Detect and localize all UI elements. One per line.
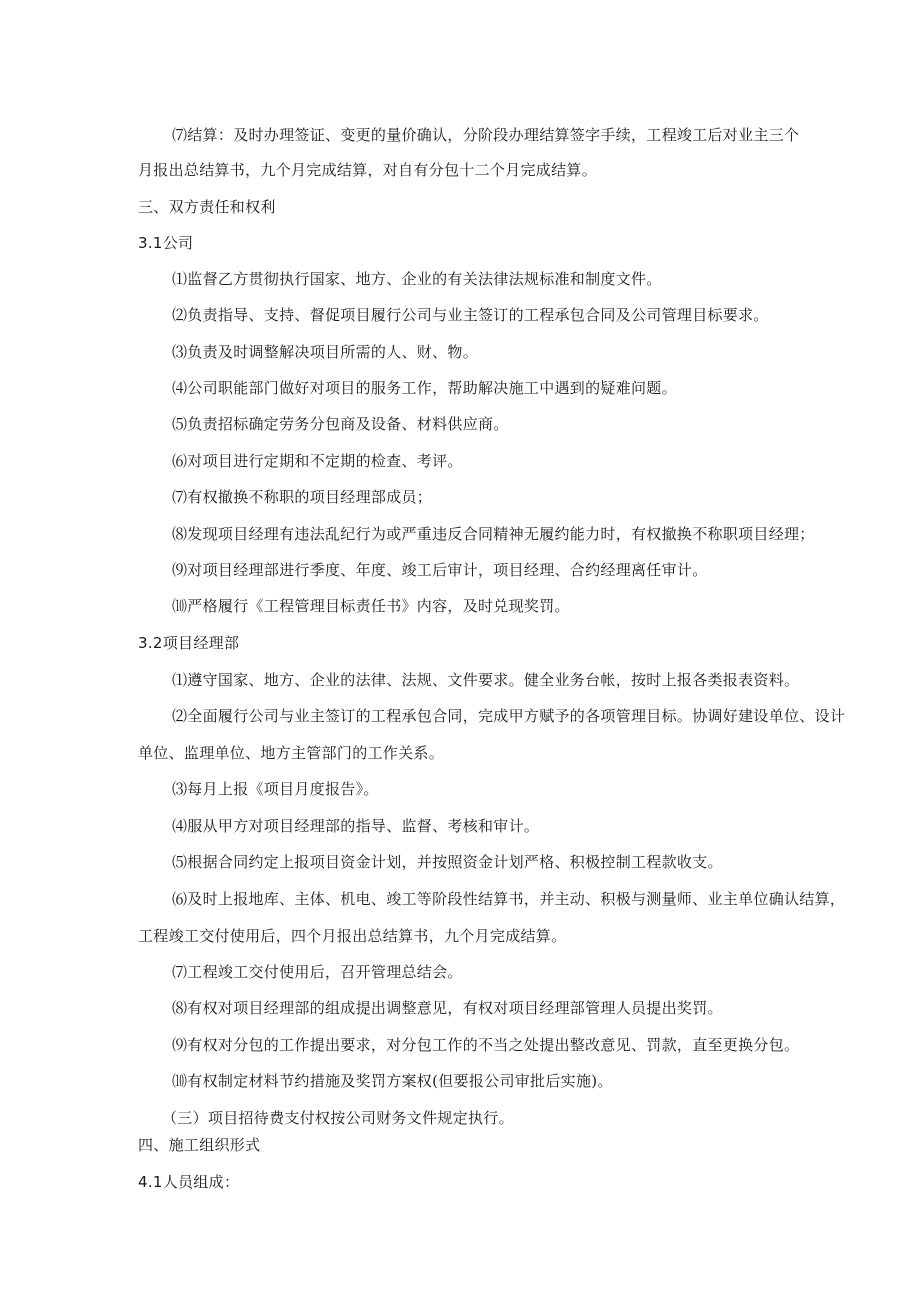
list-item: ⑴监督乙方贯彻执行国家、地方、企业的有关法律法规标准和制度文件。 [172,270,662,288]
list-item: ⑼有权对分包的工作提出要求，对分包工作的不当之处提出整改意见、罚款，直至更换分包。 [172,1036,800,1054]
subsection-heading-personnel: 4.1人员组成： [138,1173,240,1191]
list-item-continuation: 单位、监理单位、地方主管部门的工作关系。 [138,744,445,762]
list-item: ⑼对项目经理部进行季度、年度、竣工后审计，项目经理、合约经理离任审计。 [172,561,708,579]
list-item: ⑻有权对项目经理部的组成提出调整意见，有权对项目经理部管理人员提出奖罚。 [172,999,723,1017]
list-item: ⑸负责招标确定劳务分包商及设备、材料供应商。 [172,415,509,433]
list-item: ⑷服从甲方对项目经理部的指导、监督、考核和审计。 [172,817,540,835]
section-heading-responsibilities: 三、双方责任和权利 [138,198,276,216]
list-item: ⑹及时上报地库、主体、机电、竣工等阶段性结算书，并主动、积极与测量师、业主单位确认结算， [172,890,846,908]
list-item: ⑽有权制定材料节约措施及奖罚方案权(但要报公司审批后实施)。 [172,1072,613,1090]
list-item: ⑵负责指导、支持、督促项目履行公司与业主签订的工程承包合同及公司管理目标要求。 [172,306,769,324]
section-heading-organization: 四、施工组织形式 [138,1136,261,1154]
list-item: ⑸根据合同约定上报项目资金计划，并按照资金计划严格、积极控制工程款收支。 [172,853,723,871]
list-item: ⑽严格履行《工程管理目标责任书》内容，及时兑现奖罚。 [172,597,570,615]
list-item: ⑷公司职能部门做好对项目的服务工作，帮助解决施工中遇到的疑难问题。 [172,379,677,397]
list-item-continuation: 工程竣工交付使用后，四个月报出总结算书，九个月完成结算。 [138,927,567,945]
paragraph-settlement-line-1: ⑺结算：及时办理签证、变更的量价确认，分阶段办理结算签字手续，工程竣工后对业主三个 [172,126,800,144]
list-item: ⑵全面履行公司与业主签订的工程承包合同，完成甲方赋予的各项管理目标。协调好建设单位、设计 [172,707,846,725]
list-item: ⑶负责及时调整解决项目所需的人、财、物。 [172,343,479,361]
paragraph-hospitality-expense: （三）项目招待费支付权按公司财务文件规定执行。 [162,1109,514,1127]
list-item: ⑹对项目进行定期和不定期的检查、考评。 [172,452,463,470]
list-item: ⑺有权撤换不称职的项目经理部成员； [172,488,433,506]
paragraph-settlement-line-2: 月报出总结算书，九个月完成结算，对自有分包十二个月完成结算。 [138,161,598,179]
subsection-heading-company: 3.1公司 [138,234,194,252]
list-item: ⑺工程竣工交付使用后，召开管理总结会。 [172,963,463,981]
subsection-heading-project-dept: 3.2项目经理部 [138,634,240,652]
list-item: ⑻发现项目经理有违法乱纪行为或严重违反合同精神无履约能力时，有权撤换不称职项目经理； [172,525,815,543]
list-item: ⑶每月上报《项目月度报告》。 [172,780,379,798]
list-item: ⑴遵守国家、地方、企业的法律、法规、文件要求。健全业务台帐，按时上报各类报表资料。 [172,671,800,689]
